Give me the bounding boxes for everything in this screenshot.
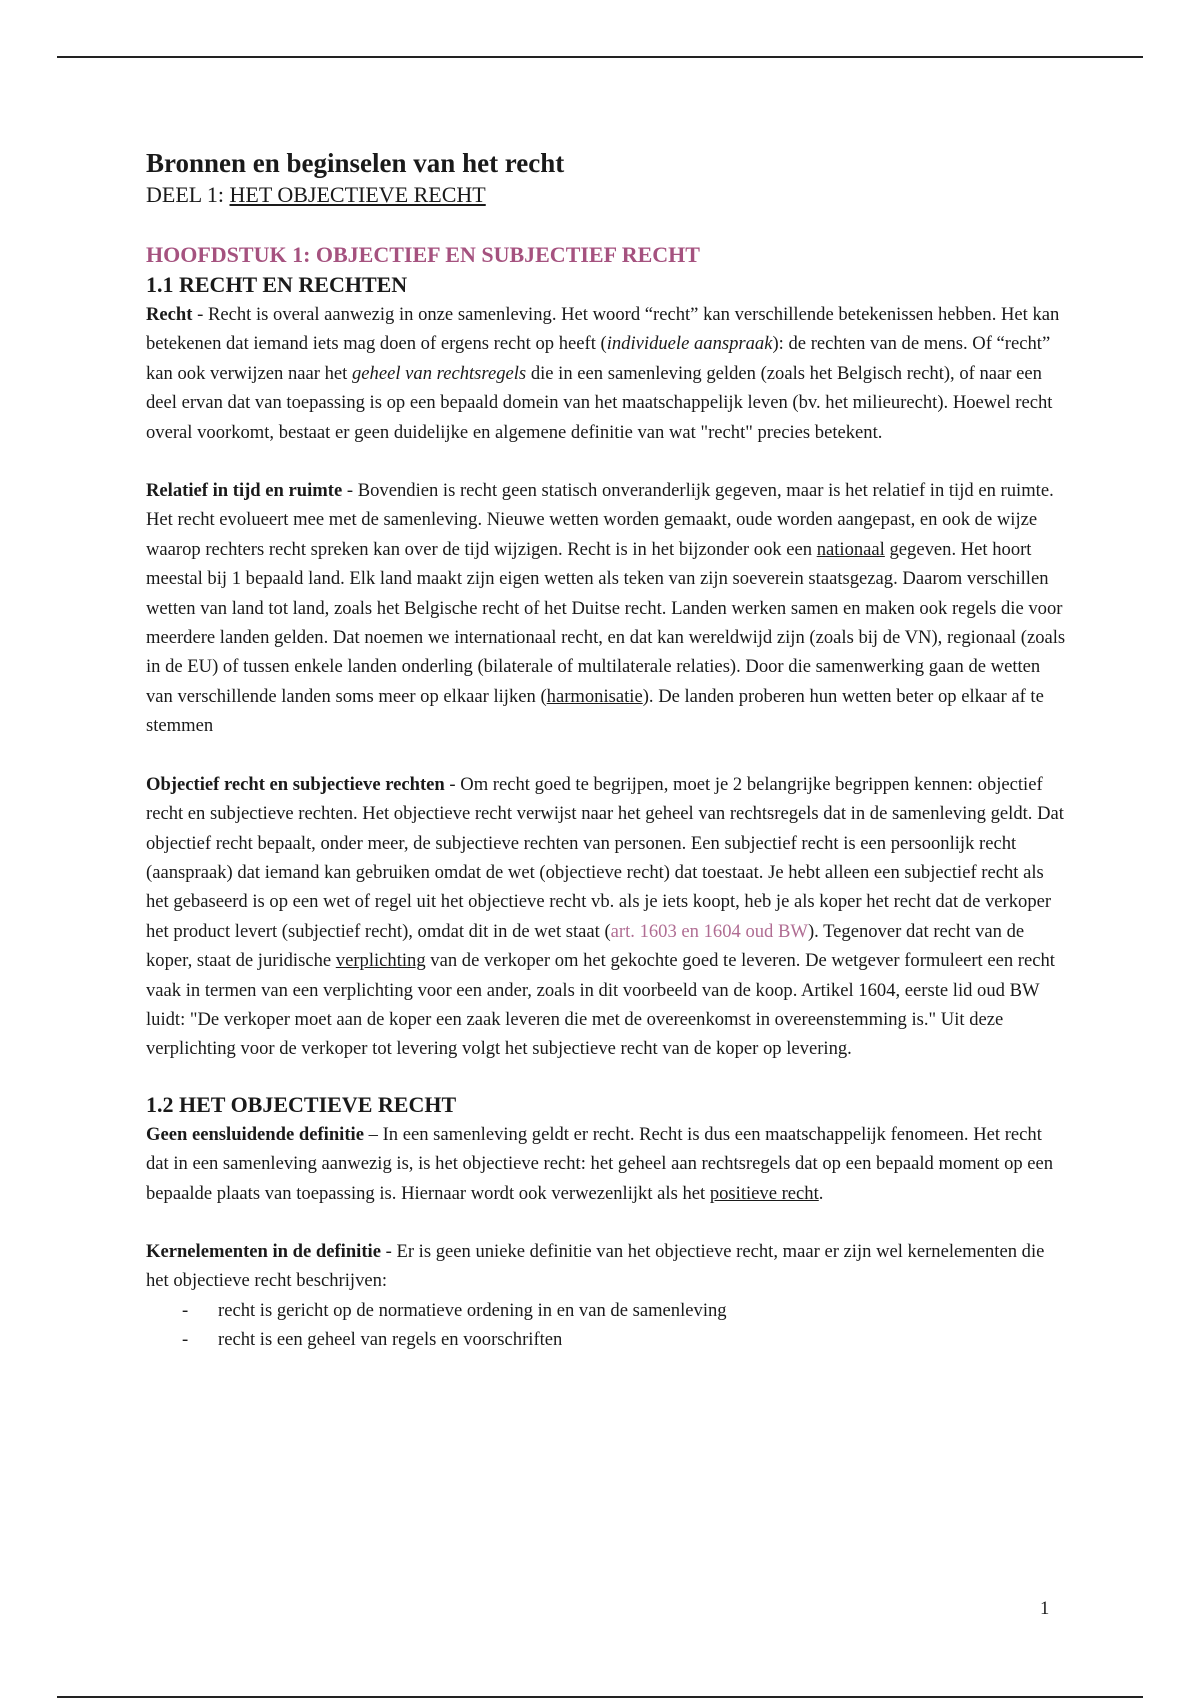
section-heading-1-2: 1.2 HET OBJECTIEVE RECHT (146, 1091, 457, 1117)
paragraph-objectief-subjectief: Objectief recht en subjectieve rechten - Om recht goed te begrijpen, moet je 2 belangrijke begrippen kennen: objectief recht en subjectieve rechten. Het objectieve recht verwijst naar het geheel van rechtsregels dat in de samenleving geldt. Dat objectief recht bepaalt, onder meer, de subjectieve rechten van personen. Een subjectief recht is een persoonlijk recht (aanspraak) dat iemand kan gebruiken omdat de wet (objectieve recht) dat toestaat. Je hebt alleen een subjectief recht als het gebaseerd is op een wet of regel uit het objectieve recht vb. als je iets koopt, heb je als koper het recht dat de verkoper het product levert (subjectief recht), omdat dit in de wet staat (art. 1603 en 1604 oud BW). Tegenover dat recht van de koper, staat de juridische verplichting van de verkoper om het gekochte goed te leveren. De wetgever formuleert een recht vaak in termen van een verplichting voor een ander, zoals in dit voorbeeld van de koop. Artikel 1604, eerste lid oud BW luidt: "De verkoper moet aan de koper een zaak leveren die met de overeenkomst in overeenstemming is." Uit deze verplichting voor de verkoper tot levering volgt het subjectieve recht van de koper op levering. (146, 773, 1064, 1060)
header-rule (57, 56, 1143, 58)
section-heading-1-1: 1.1 RECHT EN RECHTEN (146, 272, 408, 297)
article-reference: art. 1603 en 1604 oud BW (610, 920, 808, 942)
term-objectief-subjectief: Objectief recht en subjectieve rechten (146, 773, 445, 795)
page-number: 1 (1040, 1598, 1050, 1619)
chapter-heading: HOOFDSTUK 1: OBJECTIEF EN SUBJECTIEF RECHT (146, 242, 700, 267)
term-recht: Recht (146, 304, 193, 325)
underlined-nationaal: nationaal (816, 538, 885, 560)
italic-geheel-van-rechtsregels: geheel van rechtsregels (352, 362, 527, 384)
list-dash: - (182, 1329, 189, 1351)
italic-individuele-aanspraak: individuele aanspraak (606, 333, 773, 355)
underlined-harmonisatie: harmonisatie (546, 685, 643, 707)
footer-rule (57, 1696, 1143, 1698)
list-dash: - (182, 1299, 189, 1321)
term-geen-definitie: Geen eensluidende definitie (146, 1123, 364, 1145)
paragraph-geen-definitie: Geen eensluidende definitie – In een samenleving geldt er recht. Recht is dus een maatschappelijk fenomeen. Het recht dat in een samenleving aanwezig is, is het objectieve recht: het geheel aan rechtsregels dat op een bepaald moment op een bepaalde plaats van toepassing is. Hiernaar wordt ook verwezenlijkt als het positieve recht. (146, 1123, 1054, 1204)
paragraph-relatief: Relatief in tijd en ruimte - Bovendien is recht geen statisch onveranderlijk gegeven, maar is het relatief in tijd en ruimte. Het recht evolueert mee met de samenleving. Nieuwe wetten worden gemaakt, oude worden aangepast, en ook de wijze waarop rechters recht spreken kan over de tijd wijzigen. Recht is in het bijzonder ook een nationaal gegeven. Het hoort meestal bij 1 bepaald land. Elk land maakt zijn eigen wetten als teken van zijn soeverein staatsgezag. Daarom verschillen wetten van land tot land, zoals het Belgische recht of het Duitse recht. Landen werken samen en maken ook regels die voor meerdere landen gelden. Dat noemen we internationaal recht, en dat kan wereldwijd zijn (zoals bij de VN), regionaal (zoals in de EU) of tussen enkele landen onderling (bilaterale of multilaterale relaties). Door die samenwerking gaan de wetten van verschillende landen soms meer op elkaar lijken (harmonisatie). De landen proberen hun wetten beter op elkaar af te stemmen (146, 480, 1066, 737)
document-title: Bronnen en beginselen van het recht (146, 148, 565, 178)
part-prefix: DEEL 1: (146, 182, 230, 207)
page-content (146, 146, 1066, 1355)
underlined-verplichting: verplichting (335, 950, 426, 972)
list-item: - recht is een geheel van regels en voorschriften (182, 1325, 1066, 1354)
paragraph-kernelementen: Kernelementen in de definitie - Er is geen unieke definitie van het objectieve recht, maar er zijn wel kernelementen die het objectieve recht beschrijven: (146, 1240, 1045, 1292)
list-item: - recht is gericht op de normatieve ordening in en van de samenleving (182, 1296, 1066, 1325)
underlined-positieve-recht: positieve recht (709, 1182, 819, 1204)
part-name: HET OBJECTIEVE RECHT (229, 182, 486, 207)
part-heading (146, 180, 1066, 210)
term-relatief: Relatief in tijd en ruimte (146, 480, 343, 502)
term-kernelementen: Kernelementen in de definitie (146, 1240, 381, 1262)
kernelementen-list (146, 1296, 1066, 1355)
paragraph-recht: Recht - Recht is overal aanwezig in onze samenleving. Het woord “recht” kan verschillende betekenissen hebben. Het kan betekenen dat iemand iets mag doen of ergens recht op heeft (individuele aanspraak): de rechten van de mens. Of “recht” kan ook verwijzen naar het geheel van rechtsregels die in een samenleving gelden (zoals het Belgisch recht), of naar een deel ervan dat van toepassing is op een bepaald domein van het maatschappelijk leven (bv. het milieurecht). Hoewel recht overal voorkomt, bestaat er geen duidelijke en algemene definitie van wat "recht" precies betekent. (146, 304, 1060, 443)
